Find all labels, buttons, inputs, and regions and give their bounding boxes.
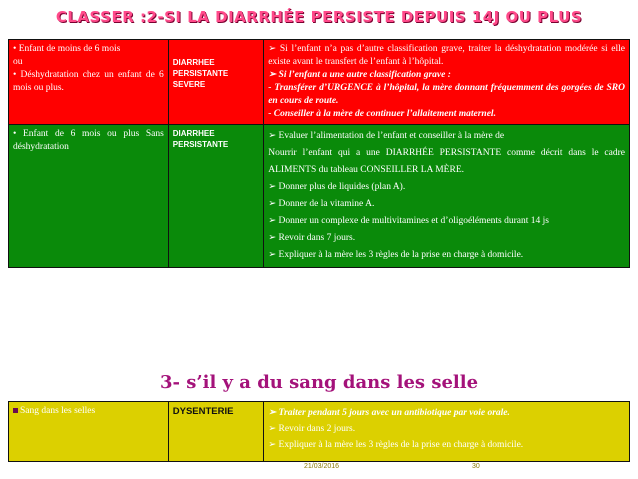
treatment-line: ➢ Expliquer à la mère les 3 règles de la prise en charge à domicile. xyxy=(268,440,524,450)
page-number: 30 xyxy=(472,463,480,470)
treatment-line: ➢ Si l’enfant a une autre classification grave : xyxy=(268,70,451,80)
classification-table xyxy=(8,39,630,268)
table-row-severe xyxy=(9,40,630,125)
treatment-line: - Transférer d’URGENCE à l’hôpital, la mère donnant fréquemment des gorgées de SRO en cours de route. xyxy=(268,83,625,106)
classification-cell xyxy=(168,125,263,268)
treatment-line: ➢ Evaluer l’alimentation de l’enfant et conseiller à la mère de xyxy=(268,131,505,141)
treatment-cell xyxy=(264,125,630,268)
classification-label: DIARRHEE PERSISTANTE SEVERE xyxy=(172,58,229,89)
treatment-line: ➢ Donner de la vitamine A. xyxy=(268,199,375,209)
treatment-line: ➢ Si l’enfant n’a pas d’autre classification grave, traiter la déshydratation modérée si elle existe avant le transfert de l’enfant à l’hôpital. xyxy=(268,44,625,67)
table-row-persistent xyxy=(9,125,630,268)
treatment-cell xyxy=(264,402,630,462)
treatment-line: ➢ Traiter pendant 5 jours avec un antibiotique par voie orale. xyxy=(268,408,510,418)
classification-label: DYSENTERIE xyxy=(172,406,234,417)
footer-date: 21/03/2016 xyxy=(304,463,340,470)
classification-cell xyxy=(168,402,263,462)
slide-title: CLASSER :2-SI LA DIARRHÉE PERSISTE DEPUIS 14J OU PLUS xyxy=(55,8,583,26)
table-row-dysentery xyxy=(9,402,630,462)
sign-text: • Enfant de 6 mois ou plus Sans déshydratation xyxy=(13,129,164,152)
signs-cell xyxy=(9,40,169,125)
treatment-cell xyxy=(264,40,630,125)
classification-cell xyxy=(168,40,263,125)
section-title: 3- s’il y a du sang dans les selle xyxy=(159,372,479,393)
signs-cell xyxy=(9,402,169,462)
signs-cell xyxy=(9,125,169,268)
sign-line: ou xyxy=(13,57,23,67)
sign-line: • Déshydratation chez un enfant de 6 mois ou plus. xyxy=(13,70,164,93)
treatment-line: ➢ Donner plus de liquides (plan A). xyxy=(268,182,406,192)
treatment-line: - Conseiller à la mère de continuer l’allaitement maternel. xyxy=(268,109,496,119)
dysentery-table xyxy=(8,401,630,462)
treatment-line: ➢ Expliquer à la mère les 3 règles de la prise en charge à domicile. xyxy=(268,250,524,260)
treatment-line: ➢ Revoir dans 7 jours. xyxy=(268,233,356,243)
sign-text: Sang dans les selles xyxy=(20,406,96,416)
treatment-line: ➢ Donner un complexe de multivitamines et d’oligoéléments durant 14 js xyxy=(268,216,549,226)
sign-line: • Enfant de moins de 6 mois xyxy=(13,44,121,54)
square-bullet-icon xyxy=(13,408,18,413)
treatment-line: ➢ Revoir dans 2 jours. xyxy=(268,424,356,434)
classification-label: DIARRHEE PERSISTANTE xyxy=(172,129,229,149)
treatment-line: Nourrir l’enfant qui a une DIARRHÉE PERSISTANTE comme décrit dans le cadre ALIMENTS du tableau CONSEILLER LA MÈRE. xyxy=(268,148,625,175)
